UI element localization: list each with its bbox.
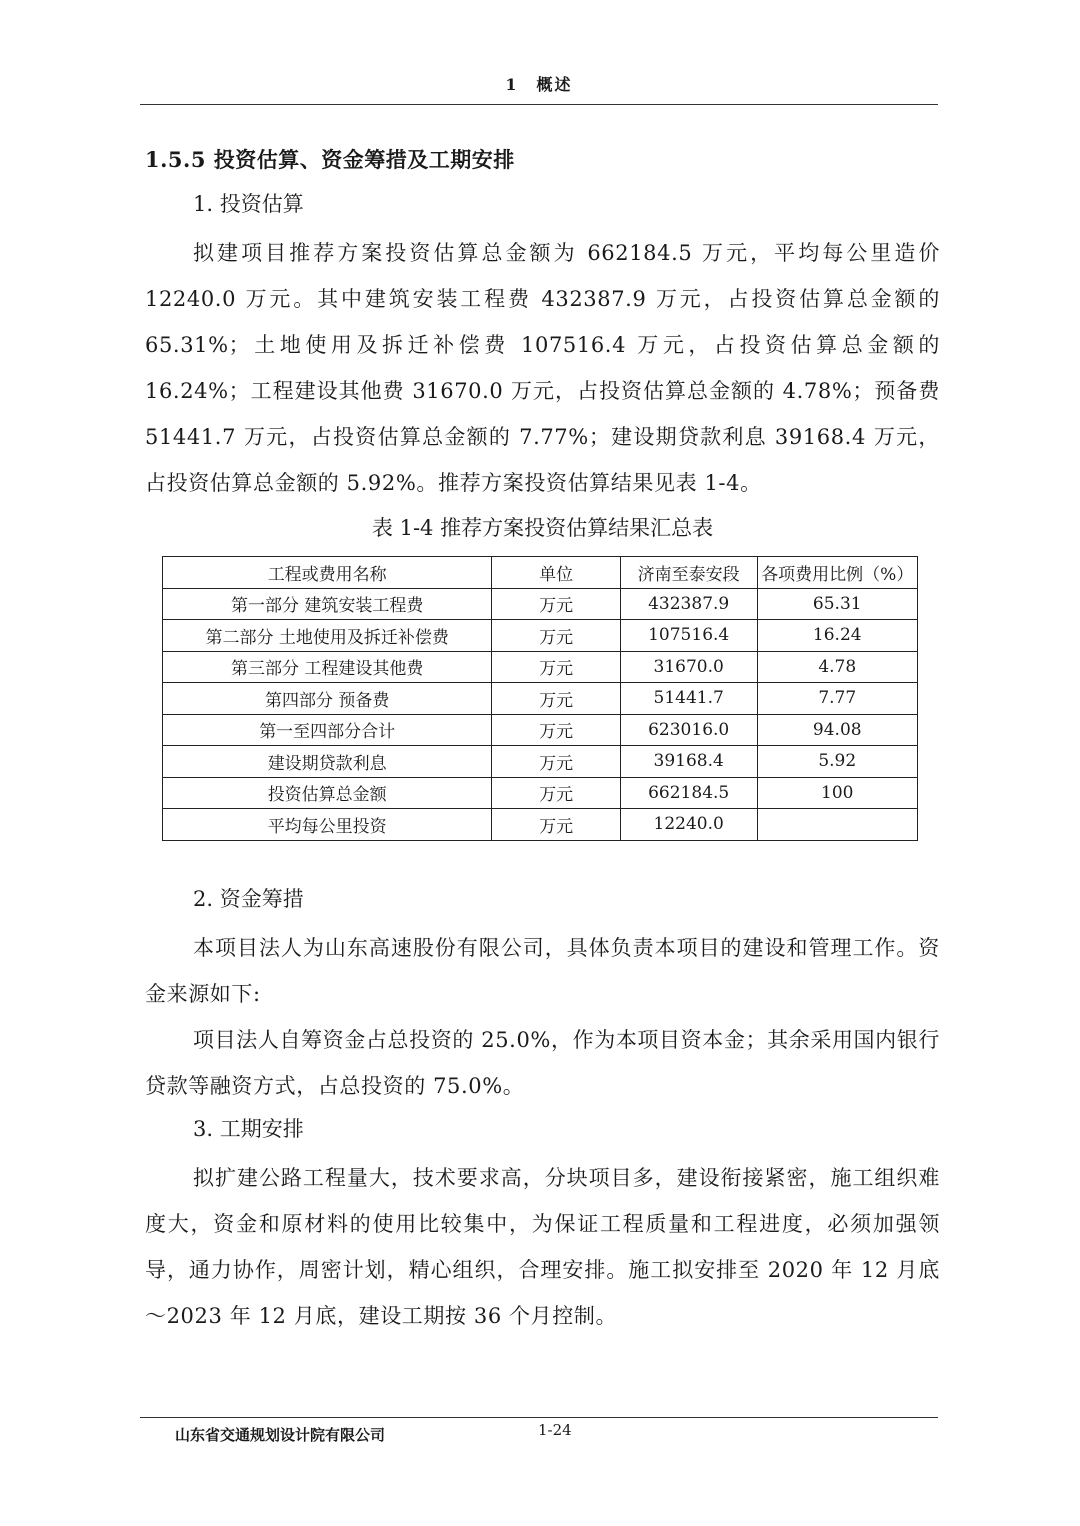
cell-ratio: 4.78 <box>757 651 917 683</box>
cell-item: 第一至四部分合计 <box>163 714 492 746</box>
subheading-investment: 1. 投资估算 <box>193 192 304 216</box>
cell-ratio <box>757 809 917 841</box>
cell-unit: 万元 <box>492 651 620 683</box>
col-header-unit: 单位 <box>492 557 620 589</box>
cell-ratio: 94.08 <box>757 714 917 746</box>
col-header-ratio: 各项费用比例（%） <box>757 557 917 589</box>
cell-unit: 万元 <box>492 588 620 620</box>
cell-unit: 万元 <box>492 683 620 715</box>
cell-item: 第二部分 土地使用及拆迁补偿费 <box>163 620 492 652</box>
paragraph-schedule: 拟扩建公路工程量大，技术要求高，分块项目多，建设衔接紧密，施工组织难度大，资金和原材料的使用比较集中，为保证工程质量和工程进度，必须加强领导，通力协作，周密计划，精心组织，合理安排。施工拟安排至 2020 年 12 月底～2023 年 12 月底，建设工期按 36 个月控制。 <box>145 1165 940 1328</box>
estimate-table <box>162 556 918 841</box>
table-row <box>163 777 918 809</box>
cell-amount: 39168.4 <box>620 746 757 778</box>
cell-item: 第一部分 建筑安装工程费 <box>163 588 492 620</box>
cell-item: 投资估算总金额 <box>163 777 492 809</box>
subheading-schedule: 3. 工期安排 <box>193 1116 304 1141</box>
cell-unit: 万元 <box>492 809 620 841</box>
header-rule <box>140 104 938 105</box>
table-row <box>163 683 918 715</box>
cell-ratio: 16.24 <box>757 620 917 652</box>
cell-unit: 万元 <box>492 777 620 809</box>
cell-amount: 107516.4 <box>620 620 757 652</box>
table-caption: 表 1-4 推荐方案投资估算结果汇总表 <box>371 516 714 540</box>
cell-amount: 51441.7 <box>620 683 757 715</box>
cell-item: 建设期贷款利息 <box>163 746 492 778</box>
cell-amount: 662184.5 <box>620 777 757 809</box>
paragraph-financing: 本项目法人为山东高速股份有限公司，具体负责本项目的建设和管理工作。资金来源如下: <box>145 935 940 1006</box>
table-row <box>163 651 918 683</box>
table-row <box>163 714 918 746</box>
paragraph-investment: 拟建项目推荐方案投资估算总金额为 662184.5 万元，平均每公里造价 12240.0 万元。其中建筑安装工程费 432387.9 万元，占投资估算总金额的 65.31%；土地使用及拆迁补偿费 107516.4 万元，占投资估算总金额的 16.24%；工程建设其他费 31670.0 万元，占投资估算总金额的 4.78%；预备费 51441.7 万元，占投资估算总金额的 7.77%；建设期贷款利息 39168.4 万元，占投资估算总金额的 5.92%。推荐方案投资估算结果见表 1-4。 <box>145 241 940 495</box>
table-row <box>163 588 918 620</box>
page-content <box>145 142 940 1339</box>
table-row <box>163 620 918 652</box>
cell-unit: 万元 <box>492 714 620 746</box>
cell-ratio: 65.31 <box>757 588 917 620</box>
cell-amount: 31670.0 <box>620 651 757 683</box>
cell-item: 第三部分 工程建设其他费 <box>163 651 492 683</box>
table-row <box>163 746 918 778</box>
paragraph-funding-source: 项目法人自筹资金占总投资的 25.0%，作为本项目资本金；其余采用国内银行贷款等融资方式，占总投资的 75.0%。 <box>145 1027 940 1098</box>
footer-company: 山东省交通规划设计院有限公司 <box>175 1426 386 1444</box>
cell-unit: 万元 <box>492 620 620 652</box>
cell-unit: 万元 <box>492 746 620 778</box>
footer-rule <box>140 1417 938 1418</box>
cell-amount: 12240.0 <box>620 809 757 841</box>
cell-ratio: 7.77 <box>757 683 917 715</box>
cell-amount: 623016.0 <box>620 714 757 746</box>
table-header-row <box>163 557 918 589</box>
cell-ratio: 100 <box>757 777 917 809</box>
col-header-item: 工程或费用名称 <box>163 557 492 589</box>
footer-page-number: 1-24 <box>538 1421 572 1439</box>
cell-item: 平均每公里投资 <box>163 809 492 841</box>
running-header: 1 概述 <box>505 75 573 94</box>
table-row <box>163 809 918 841</box>
subheading-financing: 2. 资金筹措 <box>193 886 304 911</box>
section-title: 1.5.5 投资估算、资金筹措及工期安排 <box>145 147 515 172</box>
col-header-amount: 济南至泰安段 <box>620 557 757 589</box>
cell-item: 第四部分 预备费 <box>163 683 492 715</box>
cell-ratio: 5.92 <box>757 746 917 778</box>
cell-amount: 432387.9 <box>620 588 757 620</box>
